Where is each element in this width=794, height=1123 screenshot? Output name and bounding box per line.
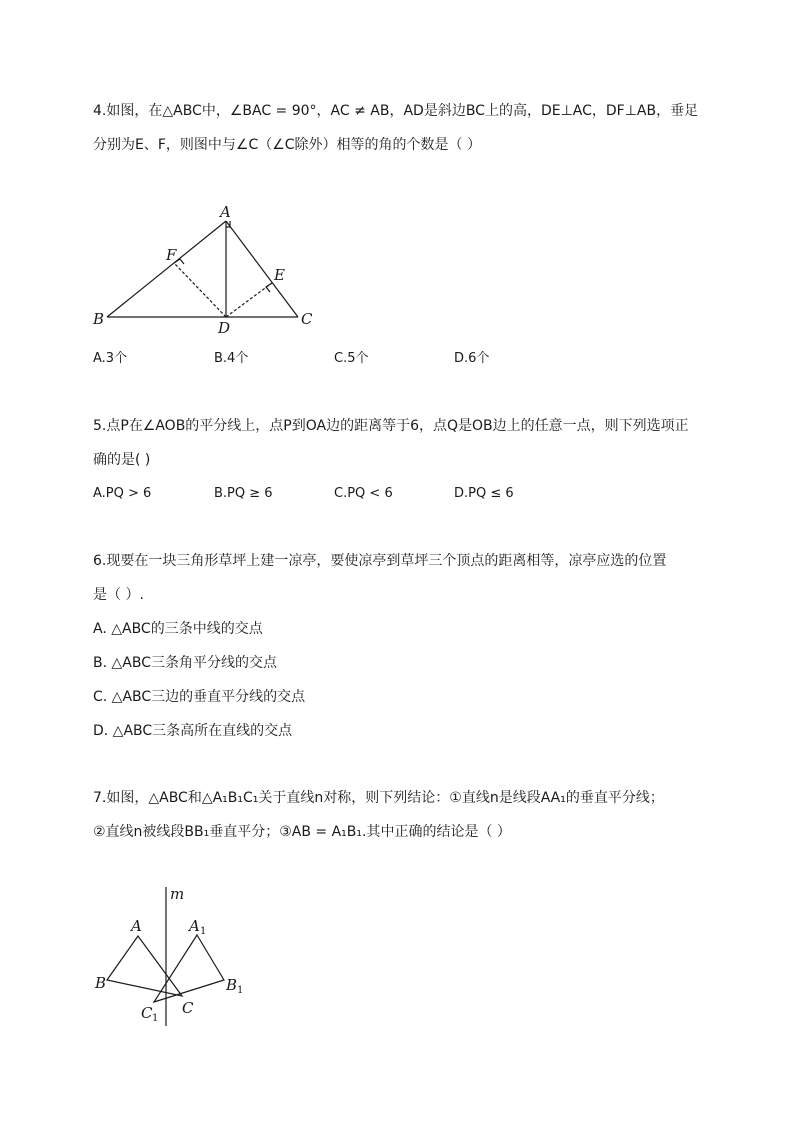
label-b-q7: B: [95, 974, 107, 992]
label-c1-sub: 1: [152, 1013, 159, 1024]
q5-option-c[interactable]: C.PQ < 6: [334, 486, 393, 501]
q6-option-d[interactable]: D. △ABC三条高所在直线的交点: [93, 723, 293, 739]
label-a1-sub: 1: [200, 926, 207, 937]
label-b1-sub: 1: [237, 985, 244, 996]
q4-text-line2: 分别为E、F，则图中与∠C（∠C除外）相等的角的个数是（ ）: [93, 137, 481, 153]
q4-option-b[interactable]: B.4个: [214, 351, 249, 366]
q5-option-b[interactable]: B.PQ ≥ 6: [214, 486, 273, 501]
label-d: D: [218, 319, 231, 337]
label-a1: A: [189, 917, 200, 935]
segment-de: [226, 283, 272, 317]
label-c-q7: C: [182, 999, 194, 1017]
label-c1: C: [141, 1004, 153, 1022]
q4-text-line1: 4.如图，在△ABC中，∠BAC = 90°，AC ≠ AB，AD是斜边BC上的高，DE⊥AC，DF⊥AB，垂足: [93, 103, 699, 119]
segment-ac: [226, 221, 298, 317]
q5-text-line2: 确的是( ): [93, 452, 151, 468]
label-f: F: [166, 246, 177, 264]
q6-text-line2: 是（ ）.: [93, 587, 144, 603]
q4-option-c[interactable]: C.5个: [334, 351, 369, 366]
q6-option-b[interactable]: B. △ABC三条角平分线的交点: [93, 655, 277, 671]
label-m: m: [170, 885, 185, 903]
q4-option-a[interactable]: A.3个: [93, 351, 128, 366]
q6-option-a[interactable]: A. △ABC的三条中线的交点: [93, 621, 263, 637]
q6-text-line1: 6.现要在一块三角形草坪上建一凉亭，要使凉亭到草坪三个顶点的距离相等，凉亭应选的位置: [93, 553, 667, 569]
label-c: C: [301, 310, 313, 328]
q5-option-a[interactable]: A.PQ > 6: [93, 486, 152, 501]
label-a: A: [220, 203, 231, 221]
q4-option-d[interactable]: D.6个: [454, 351, 490, 366]
label-b1: B: [226, 976, 238, 994]
q7-text-line1: 7.如图，△ABC和△A₁B₁C₁关于直线n对称，则下列结论：①直线n是线段AA₁的垂直平分线；: [93, 790, 664, 806]
label-e: E: [274, 266, 285, 284]
label-a-q7: A: [131, 917, 142, 935]
label-b: B: [93, 310, 105, 328]
segment-ba: [107, 221, 226, 317]
q5-option-d[interactable]: D.PQ ≤ 6: [454, 486, 514, 501]
segment-df: [174, 263, 226, 317]
q6-option-c[interactable]: C. △ABC三边的垂直平分线的交点: [93, 689, 306, 705]
q7-text-line2: ②直线n被线段BB₁垂直平分；③AB = A₁B₁.其中正确的结论是（ ）: [93, 824, 511, 840]
triangle-abc: [107, 936, 182, 996]
q5-text-line1: 5.点P在∠AOB的平分线上，点P到OA边的距离等于6，点Q是OB边上的任意一点，则下列选项正: [93, 418, 689, 434]
